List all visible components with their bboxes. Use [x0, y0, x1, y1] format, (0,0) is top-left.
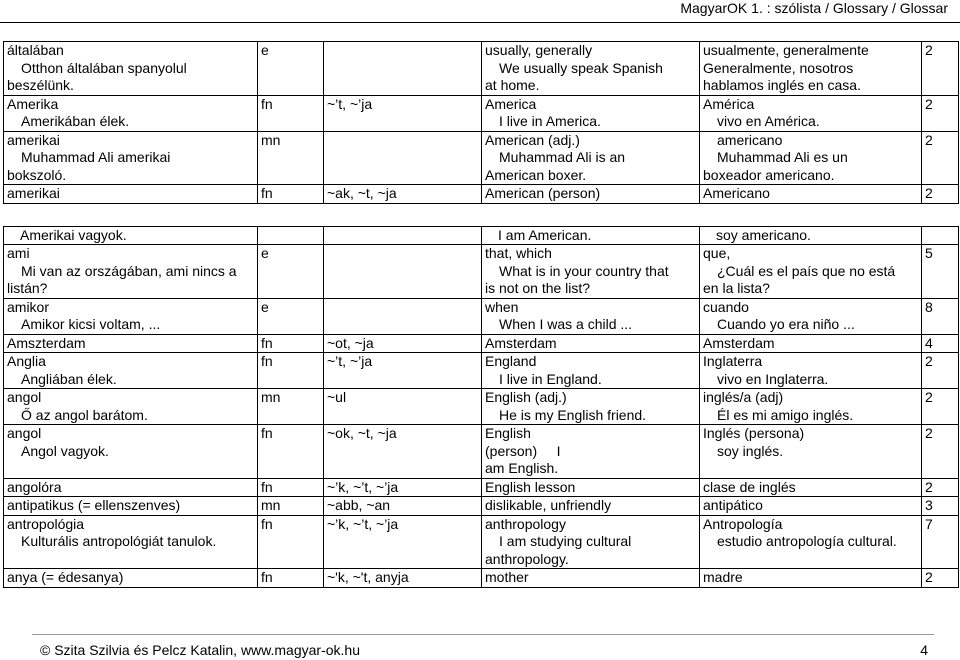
- hungarian-cell: amikor Amikor kicsi voltam, ...: [4, 298, 258, 334]
- spanish-cell: Americano: [700, 185, 922, 204]
- spanish-cell: Amsterdam: [700, 334, 922, 353]
- table-row: [4, 425, 959, 479]
- english-cell: anthropology I am studying cultural anthropology.: [482, 515, 700, 569]
- forms-cell: ~ok, ~t, ~ja: [324, 425, 482, 479]
- hungarian-cell: angol Ő az angol barátom.: [4, 389, 258, 425]
- hungarian-cell: amerikai Muhammad Ali amerikai bokszoló.: [4, 131, 258, 185]
- chapter-cell: 2: [922, 131, 959, 185]
- forms-cell: [324, 298, 482, 334]
- hungarian-cell: általában Otthon általában spanyolul beszélünk.: [4, 42, 258, 96]
- glossary-table: [3, 41, 959, 588]
- english-cell: English (person) I am English.: [482, 425, 700, 479]
- table-row: [4, 131, 959, 185]
- pos-cell: mn: [258, 389, 324, 425]
- forms-cell: ~ak, ~t, ~ja: [324, 185, 482, 204]
- english-cell: English lesson: [482, 478, 700, 497]
- chapter-cell: 7: [922, 515, 959, 569]
- chapter-cell: 2: [922, 425, 959, 479]
- pos-cell: fn: [258, 569, 324, 588]
- spanish-cell: que, ¿Cuál es el país que no está en la lista?: [700, 245, 922, 299]
- table-row: [4, 95, 959, 131]
- spanish-cell: antipático: [700, 497, 922, 516]
- english-cell: usually, generally We usually speak Spanish at home.: [482, 42, 700, 96]
- spanish-cell: Inglaterra vivo en Inglaterra.: [700, 353, 922, 389]
- table-row: [4, 478, 959, 497]
- pos-cell: e: [258, 245, 324, 299]
- table-row: [4, 185, 959, 204]
- pos-cell: fn: [258, 334, 324, 353]
- hungarian-cell: angolóra: [4, 478, 258, 497]
- english-cell: England I live in England.: [482, 353, 700, 389]
- table-row: [4, 245, 959, 299]
- english-cell: dislikable, unfriendly: [482, 497, 700, 516]
- table-row: [4, 298, 959, 334]
- table-row: [4, 569, 959, 588]
- chapter-cell: 2: [922, 353, 959, 389]
- pos-cell: fn: [258, 95, 324, 131]
- english-cell: Amsterdam: [482, 334, 700, 353]
- table-row: [4, 389, 959, 425]
- spanish-cell: clase de inglés: [700, 478, 922, 497]
- english-cell: English (adj.) He is my English friend.: [482, 389, 700, 425]
- hungarian-cell: anya (= édesanya): [4, 569, 258, 588]
- hungarian-cell: Anglia Angliában élek.: [4, 353, 258, 389]
- table-row: [4, 353, 959, 389]
- forms-cell: ~'k, ~'t, anyja: [324, 569, 482, 588]
- table-row: [4, 497, 959, 516]
- spanish-cell: madre: [700, 569, 922, 588]
- english-cell: I am American.: [482, 226, 700, 245]
- chapter-cell: 5: [922, 245, 959, 299]
- forms-cell: ~’k, ~’t, ~’ja: [324, 515, 482, 569]
- spanish-cell: América vivo en América.: [700, 95, 922, 131]
- english-cell: mother: [482, 569, 700, 588]
- spanish-cell: Inglés (persona) soy inglés.: [700, 425, 922, 479]
- chapter-cell: 2: [922, 569, 959, 588]
- english-cell: that, which What is in your country that is not on the list?: [482, 245, 700, 299]
- spanish-cell: soy americano.: [700, 226, 922, 245]
- pos-cell: fn: [258, 515, 324, 569]
- english-cell: when When I was a child ...: [482, 298, 700, 334]
- spanish-cell: inglés/a (adj) Él es mi amigo inglés.: [700, 389, 922, 425]
- forms-cell: ~’t, ~’ja: [324, 353, 482, 389]
- spanish-cell: americano Muhammad Ali es un boxeador americano.: [700, 131, 922, 185]
- chapter-cell: 2: [922, 478, 959, 497]
- forms-cell: [324, 42, 482, 96]
- pos-cell: e: [258, 42, 324, 96]
- chapter-cell: 3: [922, 497, 959, 516]
- forms-cell: [324, 226, 482, 245]
- pos-cell: fn: [258, 185, 324, 204]
- hungarian-cell: Amszterdam: [4, 334, 258, 353]
- forms-cell: ~’t, ~’ja: [324, 95, 482, 131]
- chapter-cell: [922, 226, 959, 245]
- table-row: [4, 42, 959, 96]
- hungarian-cell: antropológia Kulturális antropológiát tanulok.: [4, 515, 258, 569]
- chapter-cell: 2: [922, 389, 959, 425]
- hungarian-cell: antipatikus (= ellenszenves): [4, 497, 258, 516]
- english-cell: American (adj.) Muhammad Ali is an American boxer.: [482, 131, 700, 185]
- table-row: [4, 515, 959, 569]
- pos-cell: fn: [258, 478, 324, 497]
- hungarian-cell: angol Angol vagyok.: [4, 425, 258, 479]
- chapter-cell: 2: [922, 185, 959, 204]
- pos-cell: fn: [258, 425, 324, 479]
- chapter-cell: 2: [922, 95, 959, 131]
- forms-cell: ~ot, ~ja: [324, 334, 482, 353]
- page-header-title: MagyarOK 1. : szólista / Glossary / Glossar: [680, 0, 948, 16]
- table-row: [4, 226, 959, 245]
- spanish-cell: Antropología estudio antropología cultural.: [700, 515, 922, 569]
- english-cell: America I live in America.: [482, 95, 700, 131]
- table-row: [4, 334, 959, 353]
- pos-cell: e: [258, 298, 324, 334]
- hungarian-cell: Amerikai vagyok.: [4, 226, 258, 245]
- footer-rule: [32, 634, 934, 635]
- hungarian-cell: ami Mi van az országában, ami nincs a listán?: [4, 245, 258, 299]
- chapter-cell: 4: [922, 334, 959, 353]
- header-rule: [0, 22, 960, 23]
- chapter-cell: 2: [922, 42, 959, 96]
- footer-copyright: © Szita Szilvia és Pelcz Katalin, www.magyar-ok.hu: [40, 642, 360, 658]
- table-gap: [4, 203, 959, 226]
- forms-cell: ~’k, ~’t, ~’ja: [324, 478, 482, 497]
- spanish-cell: usualmente, generalmente Generalmente, nosotros hablamos inglés en casa.: [700, 42, 922, 96]
- pos-cell: mn: [258, 131, 324, 185]
- spanish-cell: cuando Cuando yo era niño ...: [700, 298, 922, 334]
- hungarian-cell: amerikai: [4, 185, 258, 204]
- pos-cell: mn: [258, 497, 324, 516]
- pos-cell: fn: [258, 353, 324, 389]
- forms-cell: ~ul: [324, 389, 482, 425]
- english-cell: American (person): [482, 185, 700, 204]
- pos-cell: [258, 226, 324, 245]
- forms-cell: ~abb, ~an: [324, 497, 482, 516]
- hungarian-cell: Amerika Amerikában élek.: [4, 95, 258, 131]
- forms-cell: [324, 131, 482, 185]
- forms-cell: [324, 245, 482, 299]
- page-number: 4: [920, 642, 928, 658]
- chapter-cell: 8: [922, 298, 959, 334]
